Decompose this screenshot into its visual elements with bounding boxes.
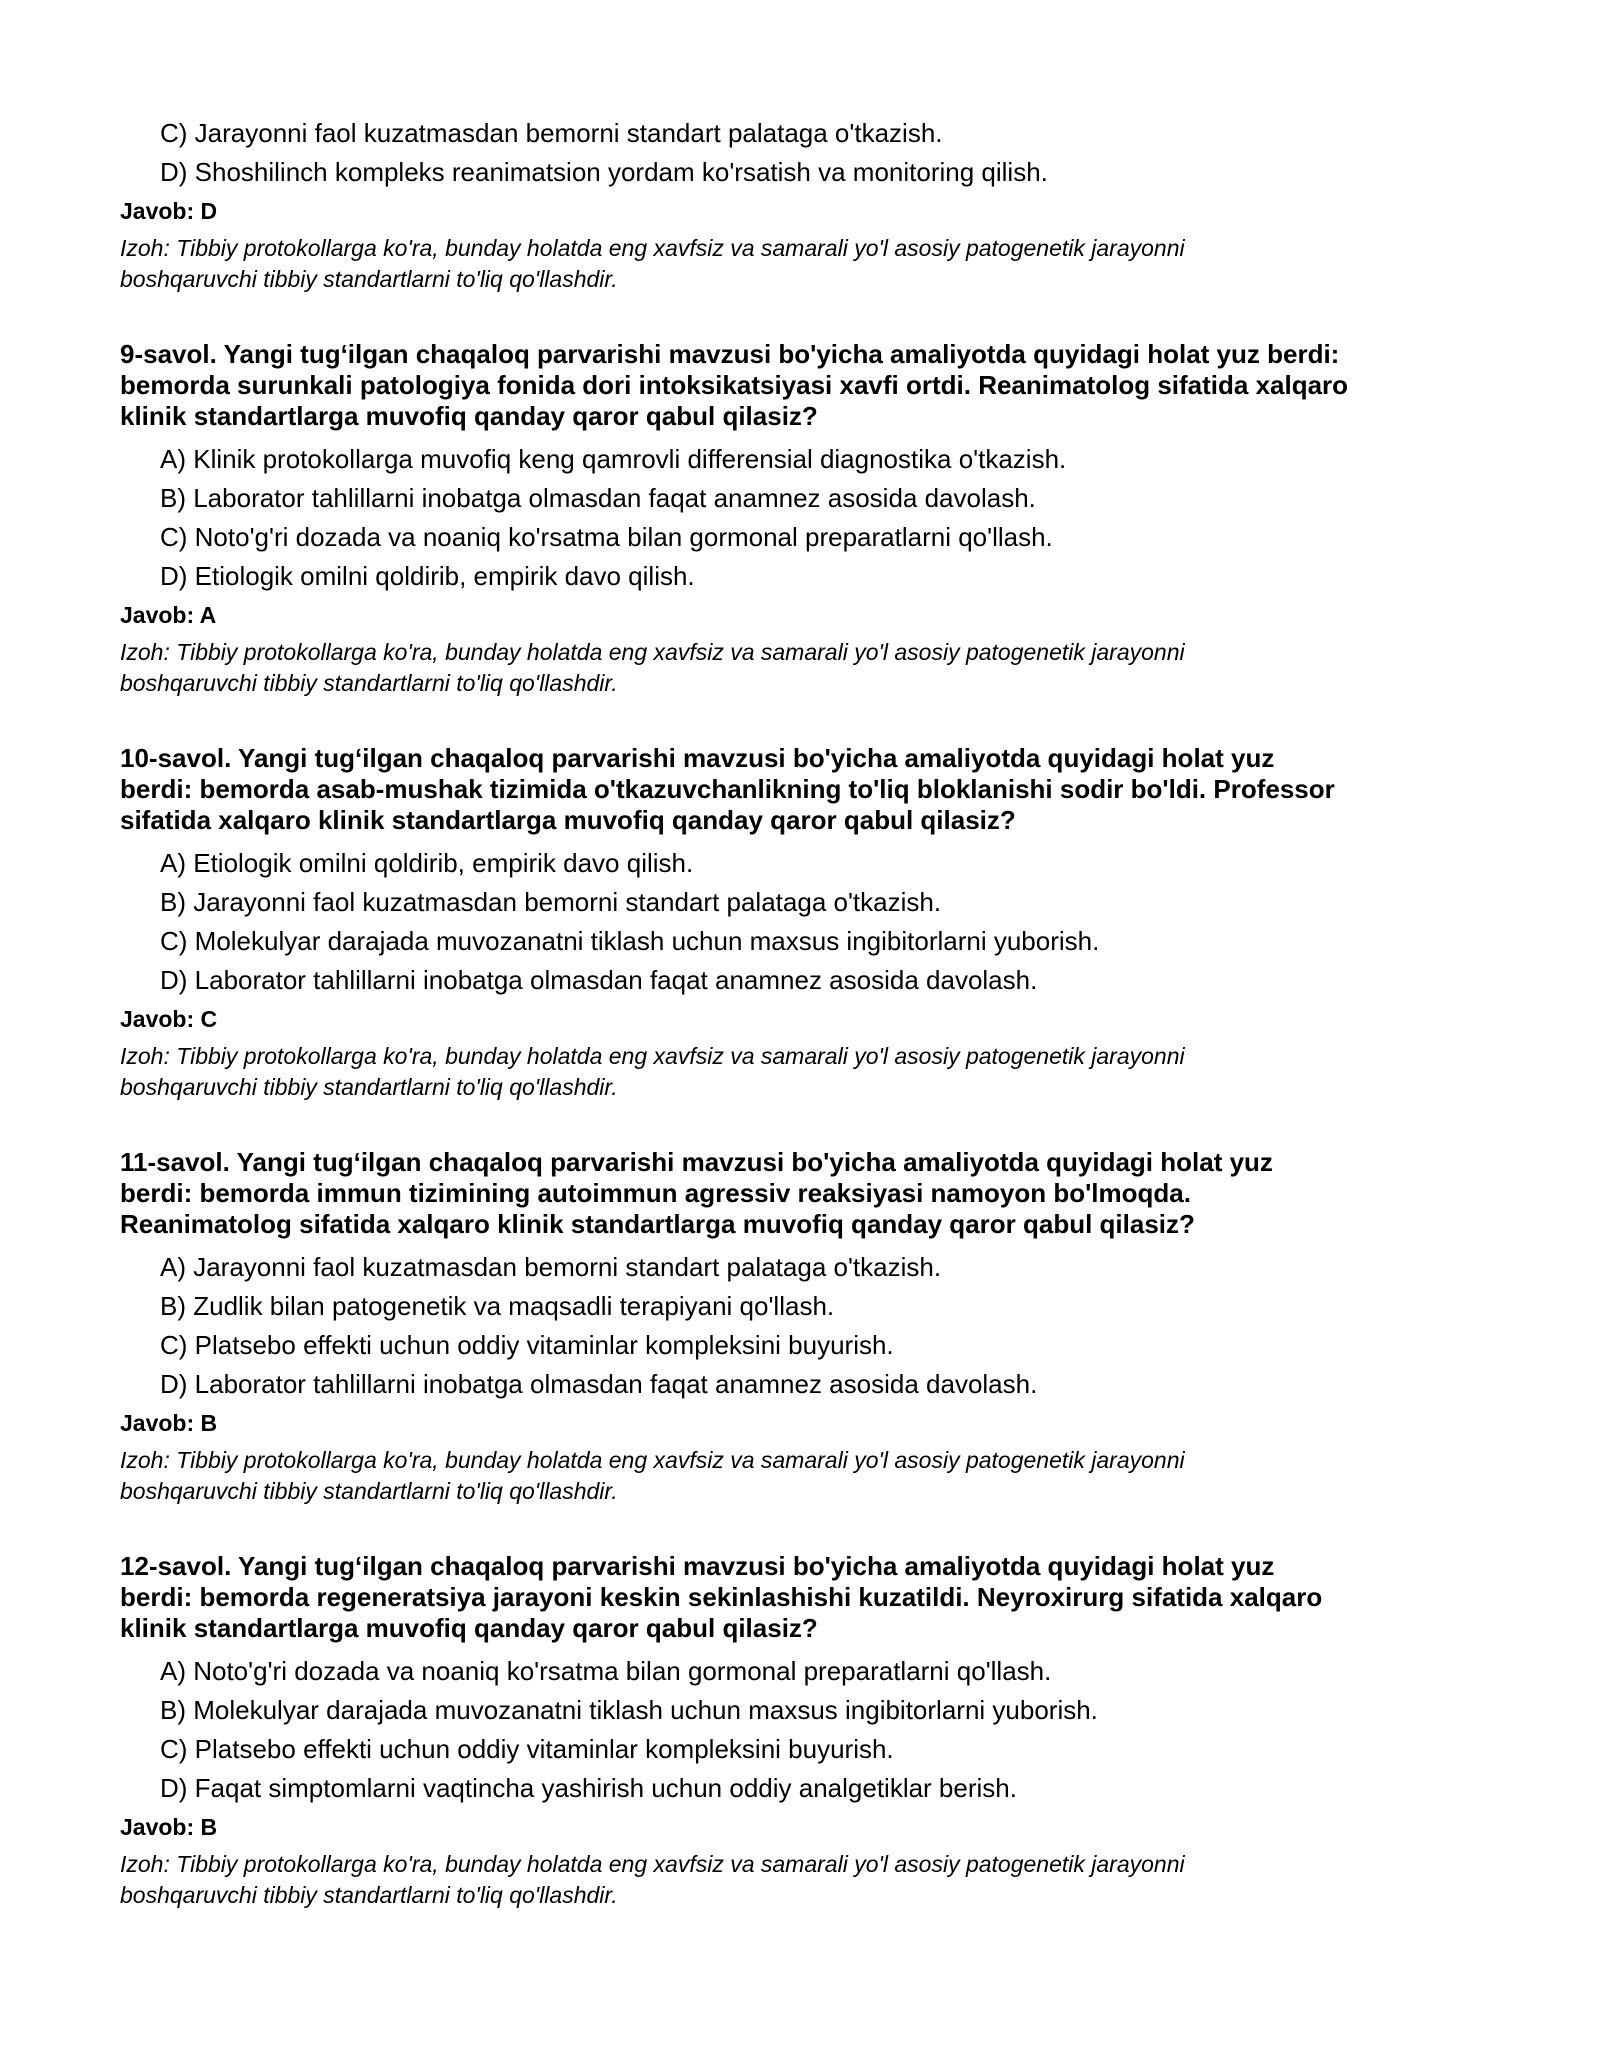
explanation-line: boshqaruvchi tibbiy standartlarni to'liq qo'llashdir.	[120, 1882, 618, 1908]
answer-option-a: A) Noto'g'ri dozada va noaniq ko'rsatma bilan gormonal preparatlarni qo'llash.	[160, 1656, 1052, 1686]
explanation-line: boshqaruvchi tibbiy standartlarni to'liq qo'llashdir.	[120, 1478, 618, 1504]
document-page	[120, 118, 1500, 1911]
answer-option-c: C) Platsebo effekti uchun oddiy vitaminlar kompleksini buyurish.	[160, 1330, 894, 1360]
question-title-line: klinik standartlarga muvofiq qanday qaror qabul qilasiz?	[120, 401, 818, 431]
answer-option-c: C) Noto'g'ri dozada va noaniq ko'rsatma bilan gormonal preparatlarni qo'llash.	[160, 522, 1053, 552]
question-title-line: Reanimatolog sifatida xalqaro klinik standartlarga muvofiq qanday qaror qabul qilasiz?	[120, 1209, 1195, 1239]
answer-option-a: A) Klinik protokollarga muvofiq keng qamrovli differensial diagnostika o'tkazish.	[160, 444, 1067, 474]
explanation-note	[120, 637, 1500, 699]
question-title-line: sifatida xalqaro klinik standartlarga muvofiq qanday qaror qabul qilasiz?	[120, 805, 1016, 835]
explanation-line: Izoh: Tibbiy protokollarga ko'ra, bunday holatda eng xavfsiz va samarali yo'l asosiy patogenetik jarayonni	[120, 639, 1185, 665]
explanation-line: Izoh: Tibbiy protokollarga ko'ra, bunday holatda eng xavfsiz va samarali yo'l asosiy patogenetik jarayonni	[120, 1043, 1185, 1069]
answer-option-d: D) Shoshilinch kompleks reanimatsion yordam ko'rsatish va monitoring qilish.	[160, 157, 1048, 187]
question-11	[120, 1147, 1500, 1507]
answer-option-d: D) Etiologik omilni qoldirib, empirik davo qilish.	[160, 561, 695, 591]
question-title-line: 10-savol. Yangi tug‘ilgan chaqaloq parvarishi mavzusi bo'yicha amaliyotda quyidagi holat yuz	[120, 743, 1275, 773]
answer-option-d: D) Laborator tahlillarni inobatga olmasdan faqat anamnez asosida davolash.	[160, 965, 1038, 995]
question-title-line: berdi: bemorda asab-mushak tizimida o'tkazuvchanlikning to'liq bloklanishi sodir bo'ldi. Professor	[120, 774, 1335, 804]
explanation-line: Izoh: Tibbiy protokollarga ko'ra, bunday holatda eng xavfsiz va samarali yo'l asosiy patogenetik jarayonni	[120, 1851, 1185, 1877]
explanation-line: boshqaruvchi tibbiy standartlarni to'liq qo'llashdir.	[120, 266, 618, 292]
answer-option-b: B) Jarayonni faol kuzatmasdan bemorni standart palataga o'tkazish.	[160, 887, 942, 917]
question-10	[120, 743, 1500, 1103]
explanation-note	[120, 1041, 1500, 1103]
explanation-line: Izoh: Tibbiy protokollarga ko'ra, bunday holatda eng xavfsiz va samarali yo'l asosiy patogenetik jarayonni	[120, 235, 1185, 261]
question-title-line: 12-savol. Yangi tug‘ilgan chaqaloq parvarishi mavzusi bo'yicha amaliyotda quyidagi holat yuz	[120, 1551, 1275, 1581]
correct-answer: Javob: D	[120, 198, 218, 224]
explanation-note	[120, 233, 1500, 295]
explanation-line: Izoh: Tibbiy protokollarga ko'ra, bunday holatda eng xavfsiz va samarali yo'l asosiy patogenetik jarayonni	[120, 1447, 1185, 1473]
answer-option-b: B) Laborator tahlillarni inobatga olmasdan faqat anamnez asosida davolash.	[160, 483, 1036, 513]
question-9	[120, 339, 1500, 699]
answer-option-d: D) Laborator tahlillarni inobatga olmasdan faqat anamnez asosida davolash.	[160, 1369, 1038, 1399]
explanation-line: boshqaruvchi tibbiy standartlarni to'liq qo'llashdir.	[120, 1074, 618, 1100]
answer-option-b: B) Zudlik bilan patogenetik va maqsadli terapiyani qo'llash.	[160, 1291, 835, 1321]
answer-option-d: D) Faqat simptomlarni vaqtincha yashirish uchun oddiy analgetiklar berish.	[160, 1773, 1017, 1803]
answer-option-c: C) Molekulyar darajada muvozanatni tiklash uchun maxsus ingibitorlarni yuborish.	[160, 926, 1100, 956]
correct-answer: Javob: B	[120, 1410, 218, 1436]
question-title-line: bemorda surunkali patologiya fonida dori intoksikatsiyasi xavfi ortdi. Reanimatolog sifatida xalqaro	[120, 370, 1349, 400]
question-title	[120, 743, 1500, 836]
answer-option-c: C) Jarayonni faol kuzatmasdan bemorni standart palataga o'tkazish.	[160, 118, 943, 148]
answer-option-a: A) Jarayonni faol kuzatmasdan bemorni standart palataga o'tkazish.	[160, 1252, 942, 1282]
question-title-line: 11-savol. Yangi tug‘ilgan chaqaloq parvarishi mavzusi bo'yicha amaliyotda quyidagi holat yuz	[120, 1147, 1273, 1177]
question-title-line: berdi: bemorda immun tizimining autoimmun agressiv reaksiyasi namoyon bo'lmoqda.	[120, 1178, 1191, 1208]
answer-option-b: B) Molekulyar darajada muvozanatni tiklash uchun maxsus ingibitorlarni yuborish.	[160, 1695, 1098, 1725]
explanation-note	[120, 1445, 1500, 1507]
explanation-line: boshqaruvchi tibbiy standartlarni to'liq qo'llashdir.	[120, 670, 618, 696]
correct-answer: Javob: C	[120, 1006, 218, 1032]
explanation-note	[120, 1849, 1500, 1911]
question-title-line: berdi: bemorda regeneratsiya jarayoni keskin sekinlashishi kuzatildi. Neyroxirurg sifatida xalqaro	[120, 1582, 1323, 1612]
answer-option-c: C) Platsebo effekti uchun oddiy vitaminlar kompleksini buyurish.	[160, 1734, 894, 1764]
question-8-continued	[120, 118, 1500, 295]
correct-answer: Javob: B	[120, 1814, 218, 1840]
question-title-line: 9-savol. Yangi tug‘ilgan chaqaloq parvarishi mavzusi bo'yicha amaliyotda quyidagi holat yuz berdi:	[120, 339, 1340, 369]
correct-answer: Javob: A	[120, 602, 217, 628]
question-title	[120, 1551, 1500, 1644]
question-12	[120, 1551, 1500, 1911]
question-title-line: klinik standartlarga muvofiq qanday qaror qabul qilasiz?	[120, 1613, 818, 1643]
question-title	[120, 339, 1500, 432]
question-title	[120, 1147, 1500, 1240]
answer-option-a: A) Etiologik omilni qoldirib, empirik davo qilish.	[160, 848, 694, 878]
